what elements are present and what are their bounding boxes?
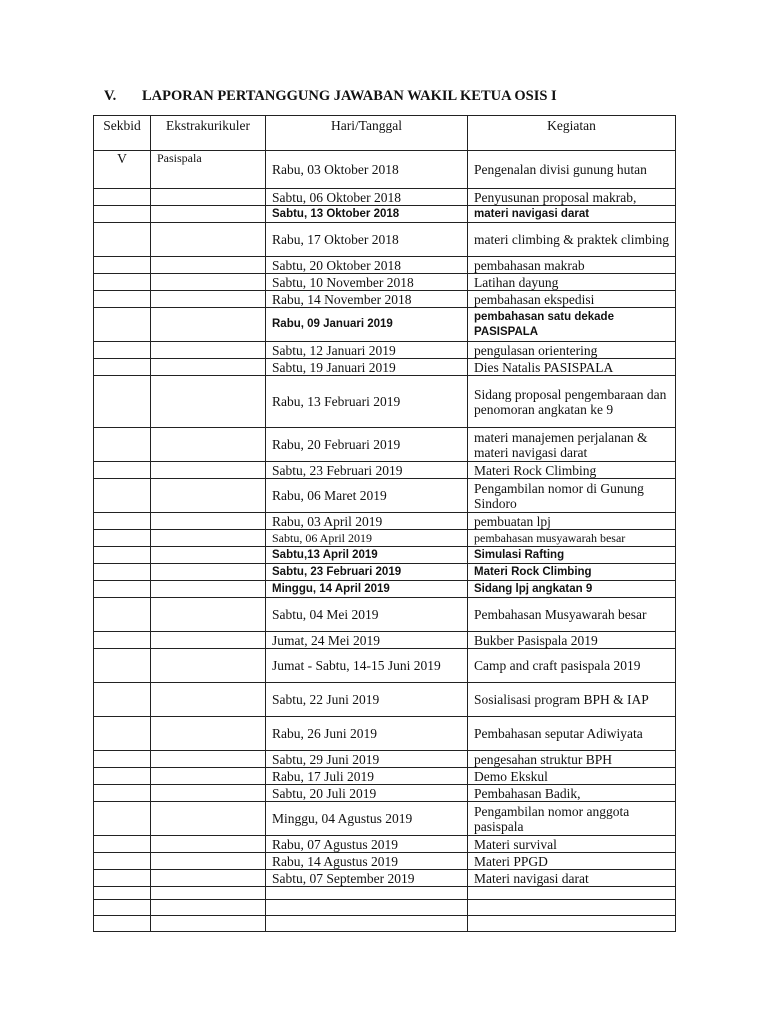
activity-cell xyxy=(468,916,676,932)
activity-cell: Materi navigasi darat xyxy=(468,870,676,887)
activity-cell: Materi Rock Climbing xyxy=(468,564,676,581)
table-row xyxy=(94,274,676,291)
ekstrakurikuler-cell xyxy=(151,632,266,649)
ekstrakurikuler-cell xyxy=(151,870,266,887)
date-cell: Rabu, 13 Februari 2019 xyxy=(266,376,468,428)
date-cell: Rabu, 03 Oktober 2018 xyxy=(266,151,468,189)
date-cell: Sabtu, 23 Februari 2019 xyxy=(266,564,468,581)
sekbid-cell xyxy=(94,274,151,291)
activity-cell: Sidang lpj angkatan 9 xyxy=(468,581,676,598)
ekstrakurikuler-cell xyxy=(151,853,266,870)
table-row xyxy=(94,785,676,802)
sekbid-cell: V xyxy=(94,151,151,189)
table-header-row xyxy=(94,116,676,151)
sekbid-cell xyxy=(94,189,151,206)
ekstrakurikuler-cell xyxy=(151,768,266,785)
table-row xyxy=(94,530,676,547)
sekbid-cell xyxy=(94,916,151,932)
ekstrakurikuler-cell xyxy=(151,547,266,564)
activity-cell: materi climbing & praktek climbing xyxy=(468,223,676,257)
ekstrakurikuler-cell: Pasispala xyxy=(151,151,266,189)
ekstrakurikuler-cell xyxy=(151,479,266,513)
date-cell: Sabtu, 20 Oktober 2018 xyxy=(266,257,468,274)
sekbid-cell xyxy=(94,649,151,683)
date-cell xyxy=(266,900,468,916)
table-row xyxy=(94,870,676,887)
date-cell: Sabtu, 23 Februari 2019 xyxy=(266,462,468,479)
sekbid-cell xyxy=(94,376,151,428)
sekbid-cell xyxy=(94,547,151,564)
table-row xyxy=(94,751,676,768)
table-row xyxy=(94,479,676,513)
ekstrakurikuler-cell xyxy=(151,751,266,768)
table-row xyxy=(94,768,676,785)
ekstrakurikuler-cell xyxy=(151,683,266,717)
table-body xyxy=(94,151,676,932)
ekstrakurikuler-cell xyxy=(151,257,266,274)
date-cell: Sabtu, 20 Juli 2019 xyxy=(266,785,468,802)
ekstrakurikuler-cell xyxy=(151,581,266,598)
date-cell: Minggu, 04 Agustus 2019 xyxy=(266,802,468,836)
ekstrakurikuler-cell xyxy=(151,291,266,308)
activity-cell: materi manajemen perjalanan & materi navigasi darat xyxy=(468,428,676,462)
ekstrakurikuler-cell xyxy=(151,802,266,836)
date-cell: Jumat, 24 Mei 2019 xyxy=(266,632,468,649)
ekstrakurikuler-cell xyxy=(151,785,266,802)
date-cell: Sabtu, 19 Januari 2019 xyxy=(266,359,468,376)
table-row xyxy=(94,598,676,632)
activity-cell: pengulasan orientering xyxy=(468,342,676,359)
ekstrakurikuler-cell xyxy=(151,206,266,223)
table-row xyxy=(94,547,676,564)
activity-cell: Pembahasan Badik, xyxy=(468,785,676,802)
sekbid-cell xyxy=(94,581,151,598)
ekstrakurikuler-cell xyxy=(151,717,266,751)
sekbid-cell xyxy=(94,291,151,308)
date-cell xyxy=(266,916,468,932)
activity-cell: Dies Natalis PASISPALA xyxy=(468,359,676,376)
header-sekbid: Sekbid xyxy=(94,116,151,151)
table-row xyxy=(94,462,676,479)
date-cell: Sabtu, 06 Oktober 2018 xyxy=(266,189,468,206)
ekstrakurikuler-cell xyxy=(151,564,266,581)
ekstrakurikuler-cell xyxy=(151,376,266,428)
date-cell: Rabu, 26 Juni 2019 xyxy=(266,717,468,751)
sekbid-cell xyxy=(94,530,151,547)
section-heading xyxy=(104,88,557,105)
table-row xyxy=(94,564,676,581)
ekstrakurikuler-cell xyxy=(151,530,266,547)
date-cell: Rabu, 09 Januari 2019 xyxy=(266,308,468,342)
sekbid-cell xyxy=(94,785,151,802)
ekstrakurikuler-cell xyxy=(151,308,266,342)
activity-cell: Pembahasan seputar Adiwiyata xyxy=(468,717,676,751)
table-row xyxy=(94,513,676,530)
date-cell: Jumat - Sabtu, 14-15 Juni 2019 xyxy=(266,649,468,683)
activity-cell: Pembahasan Musyawarah besar xyxy=(468,598,676,632)
date-cell: Rabu, 17 Juli 2019 xyxy=(266,768,468,785)
activity-cell: Pengambilan nomor anggota pasispala xyxy=(468,802,676,836)
table-row xyxy=(94,853,676,870)
activity-cell: materi navigasi darat xyxy=(468,206,676,223)
sekbid-cell xyxy=(94,257,151,274)
sekbid-cell xyxy=(94,900,151,916)
date-cell: Sabtu, 10 November 2018 xyxy=(266,274,468,291)
sekbid-cell xyxy=(94,870,151,887)
activity-cell: Sosialisasi program BPH & IAP xyxy=(468,683,676,717)
activity-cell: pembahasan satu dekade PASISPALA xyxy=(468,308,676,342)
table-row xyxy=(94,581,676,598)
activity-cell: Sidang proposal pengembaraan dan penomoran angkatan ke 9 xyxy=(468,376,676,428)
table-row xyxy=(94,223,676,257)
sekbid-cell xyxy=(94,479,151,513)
table-row xyxy=(94,428,676,462)
table-row xyxy=(94,291,676,308)
sekbid-cell xyxy=(94,342,151,359)
ekstrakurikuler-cell xyxy=(151,359,266,376)
ekstrakurikuler-cell xyxy=(151,462,266,479)
section-title: LAPORAN PERTANGGUNG JAWABAN WAKIL KETUA OSIS I xyxy=(142,88,557,104)
table-row xyxy=(94,717,676,751)
activity-cell: pembahasan ekspedisi xyxy=(468,291,676,308)
sekbid-cell xyxy=(94,683,151,717)
activity-cell: Bukber Pasispala 2019 xyxy=(468,632,676,649)
sekbid-cell xyxy=(94,717,151,751)
table-row xyxy=(94,887,676,900)
activity-cell: pembahasan musyawarah besar xyxy=(468,530,676,547)
sekbid-cell xyxy=(94,598,151,632)
activity-cell: Simulasi Rafting xyxy=(468,547,676,564)
table-row xyxy=(94,802,676,836)
activity-cell: pembahasan makrab xyxy=(468,257,676,274)
ekstrakurikuler-cell xyxy=(151,916,266,932)
header-ekstrakurikuler: Ekstrakurikuler xyxy=(151,116,266,151)
table-row xyxy=(94,683,676,717)
sekbid-cell xyxy=(94,513,151,530)
sekbid-cell xyxy=(94,802,151,836)
date-cell: Rabu, 14 Agustus 2019 xyxy=(266,853,468,870)
sekbid-cell xyxy=(94,751,151,768)
activity-cell: Latihan dayung xyxy=(468,274,676,291)
table-row xyxy=(94,342,676,359)
header-kegiatan: Kegiatan xyxy=(468,116,676,151)
activity-cell: Materi PPGD xyxy=(468,853,676,870)
activity-cell: Materi Rock Climbing xyxy=(468,462,676,479)
date-cell: Sabtu, 13 Oktober 2018 xyxy=(266,206,468,223)
sekbid-cell xyxy=(94,632,151,649)
ekstrakurikuler-cell xyxy=(151,428,266,462)
ekstrakurikuler-cell xyxy=(151,223,266,257)
date-cell: Sabtu, 22 Juni 2019 xyxy=(266,683,468,717)
activity-cell: pembuatan lpj xyxy=(468,513,676,530)
table-row xyxy=(94,376,676,428)
section-number: V. xyxy=(104,88,117,104)
activity-cell: pengesahan struktur BPH xyxy=(468,751,676,768)
date-cell: Rabu, 03 April 2019 xyxy=(266,513,468,530)
date-cell xyxy=(266,887,468,900)
sekbid-cell xyxy=(94,853,151,870)
date-cell: Sabtu, 07 September 2019 xyxy=(266,870,468,887)
ekstrakurikuler-cell xyxy=(151,836,266,853)
table-row xyxy=(94,151,676,189)
date-cell: Sabtu, 04 Mei 2019 xyxy=(266,598,468,632)
activity-cell: Materi survival xyxy=(468,836,676,853)
date-cell: Minggu, 14 April 2019 xyxy=(266,581,468,598)
date-cell: Rabu, 06 Maret 2019 xyxy=(266,479,468,513)
table-row xyxy=(94,206,676,223)
date-cell: Sabtu,13 April 2019 xyxy=(266,547,468,564)
ekstrakurikuler-cell xyxy=(151,900,266,916)
activity-table xyxy=(93,115,676,932)
table-row xyxy=(94,189,676,206)
ekstrakurikuler-cell xyxy=(151,342,266,359)
sekbid-cell xyxy=(94,428,151,462)
sekbid-cell xyxy=(94,206,151,223)
table-row xyxy=(94,916,676,932)
ekstrakurikuler-cell xyxy=(151,887,266,900)
date-cell: Rabu, 17 Oktober 2018 xyxy=(266,223,468,257)
date-cell: Sabtu, 29 Juni 2019 xyxy=(266,751,468,768)
sekbid-cell xyxy=(94,887,151,900)
activity-cell: Pengambilan nomor di Gunung Sindoro xyxy=(468,479,676,513)
sekbid-cell xyxy=(94,564,151,581)
date-cell: Rabu, 14 November 2018 xyxy=(266,291,468,308)
ekstrakurikuler-cell xyxy=(151,649,266,683)
table-row xyxy=(94,257,676,274)
table-row xyxy=(94,632,676,649)
sekbid-cell xyxy=(94,768,151,785)
ekstrakurikuler-cell xyxy=(151,513,266,530)
date-cell: Rabu, 20 Februari 2019 xyxy=(266,428,468,462)
activity-cell xyxy=(468,900,676,916)
sekbid-cell xyxy=(94,462,151,479)
sekbid-cell xyxy=(94,836,151,853)
ekstrakurikuler-cell xyxy=(151,189,266,206)
ekstrakurikuler-cell xyxy=(151,598,266,632)
date-cell: Sabtu, 12 Januari 2019 xyxy=(266,342,468,359)
sekbid-cell xyxy=(94,223,151,257)
activity-cell: Demo Ekskul xyxy=(468,768,676,785)
activity-cell xyxy=(468,887,676,900)
activity-cell: Camp and craft pasispala 2019 xyxy=(468,649,676,683)
activity-cell: Pengenalan divisi gunung hutan xyxy=(468,151,676,189)
date-cell: Rabu, 07 Agustus 2019 xyxy=(266,836,468,853)
ekstrakurikuler-cell xyxy=(151,274,266,291)
table-row xyxy=(94,649,676,683)
sekbid-cell xyxy=(94,308,151,342)
table-row xyxy=(94,900,676,916)
sekbid-cell xyxy=(94,359,151,376)
activity-cell: Penyusunan proposal makrab, xyxy=(468,189,676,206)
date-cell: Sabtu, 06 April 2019 xyxy=(266,530,468,547)
table-row xyxy=(94,359,676,376)
header-hari-tanggal: Hari/Tanggal xyxy=(266,116,468,151)
table-row xyxy=(94,836,676,853)
table-row xyxy=(94,308,676,342)
